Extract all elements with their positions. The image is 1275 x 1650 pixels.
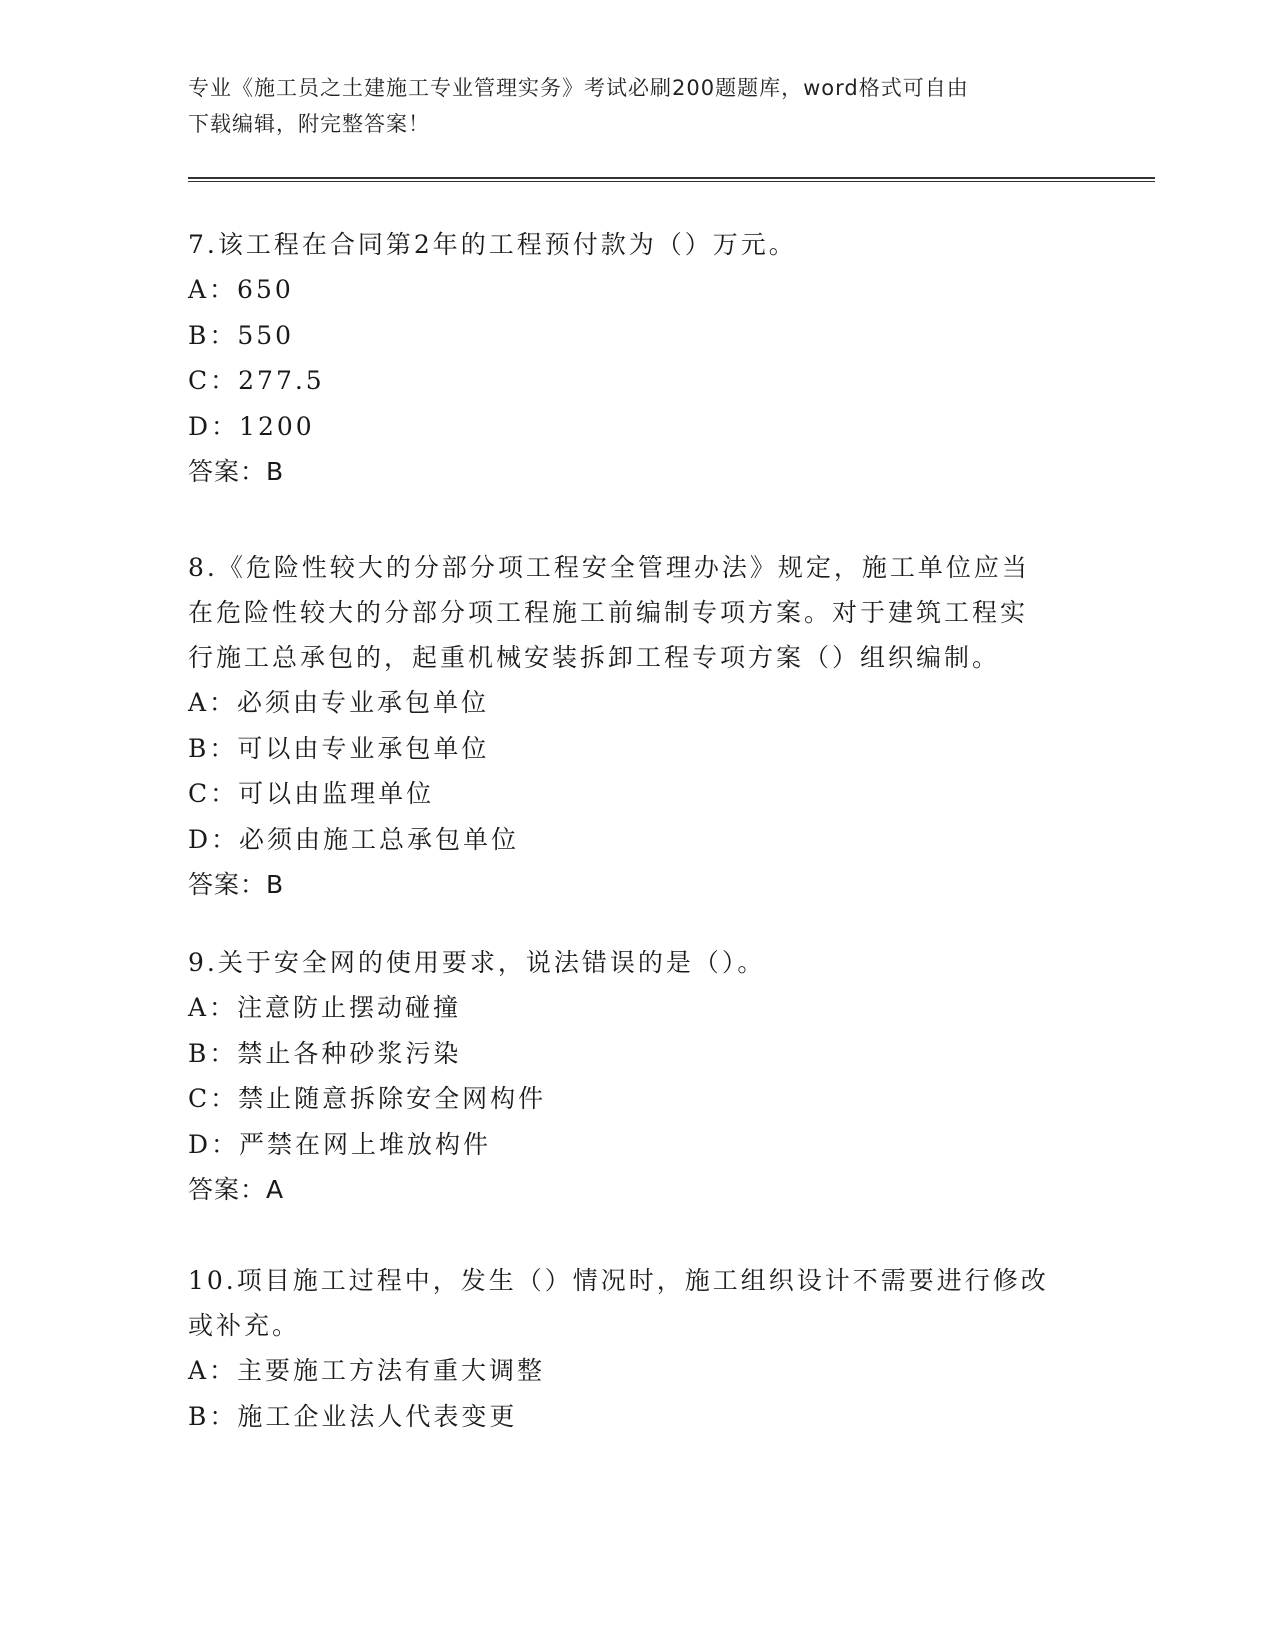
option-b: B：施工企业法人代表变更 (188, 1401, 518, 1431)
header-line-2: 下载编辑，附完整答案！ (188, 112, 430, 136)
header-divider (188, 177, 1155, 182)
option-b: B：可以由专业承包单位 (188, 733, 490, 763)
option-c: C：277.5 (188, 366, 325, 395)
option-d: D：严禁在网上堆放构件 (188, 1129, 492, 1159)
option-a: A：650 (188, 275, 294, 304)
question-stem-line-3: 行施工总承包的，起重机械安装拆卸工程专项方案（）组织编制。 (188, 643, 1001, 672)
option-c: C：禁止随意拆除安全网构件 (188, 1084, 547, 1113)
option-a: A：注意防止摆动碰撞 (188, 993, 462, 1022)
question-stem-line-1: 8.《危险性较大的分部分项工程安全管理办法》规定，施工单位应当 (188, 553, 1030, 582)
question-stem: 9.关于安全网的使用要求，说法错误的是（）。 (188, 948, 766, 977)
option-c: C：可以由监理单位 (188, 779, 435, 808)
question-stem-line-2: 或补充。 (188, 1311, 301, 1340)
header-line-1: 专业《施工员之土建施工专业管理实务》考试必刷200题题库，word格式可自由 (188, 76, 969, 100)
question-7 (188, 222, 1068, 494)
question-10 (188, 1258, 1068, 1439)
option-a: A：主要施工方法有重大调整 (188, 1356, 546, 1385)
question-stem: 7.该工程在合同第2年的工程预付款为（）万元。 (188, 230, 797, 259)
option-b: B：禁止各种砂浆污染 (188, 1038, 462, 1068)
question-8 (188, 545, 1068, 907)
option-b: B：550 (188, 320, 295, 350)
document-header (188, 70, 1068, 142)
answer-label: 答案：B (188, 870, 285, 899)
question-stem-line-1: 10.项目施工过程中，发生（）情况时，施工组织设计不需要进行修改 (188, 1266, 1049, 1295)
answer-label: 答案：B (188, 457, 285, 486)
option-d: D：必须由施工总承包单位 (188, 824, 520, 854)
question-9 (188, 940, 1068, 1212)
answer-label: 答案：A (188, 1175, 285, 1204)
option-d: D：1200 (188, 411, 315, 441)
option-a: A：必须由专业承包单位 (188, 688, 490, 717)
question-stem-line-2: 在危险性较大的分部分项工程施工前编制专项方案。对于建筑工程实 (188, 598, 1029, 627)
